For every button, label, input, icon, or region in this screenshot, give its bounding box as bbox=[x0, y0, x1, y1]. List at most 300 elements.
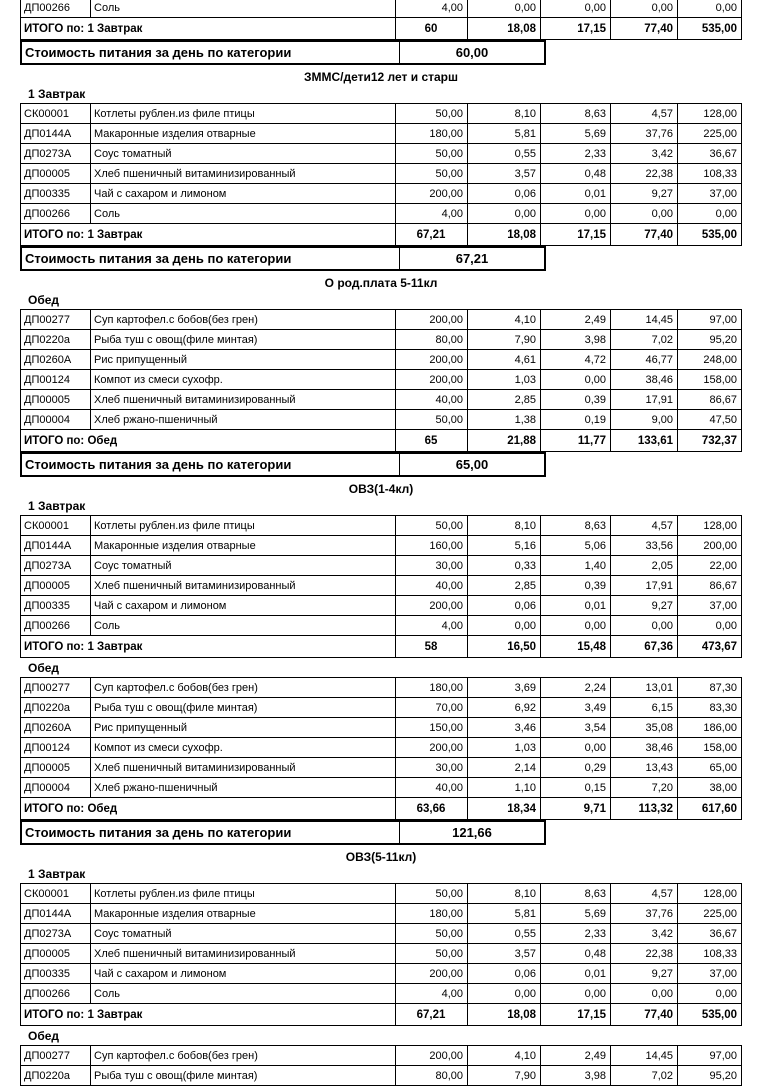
item-protein-cell: 5,16 bbox=[468, 536, 541, 556]
total-item-fat-cell: 17,15 bbox=[541, 1004, 611, 1026]
item-protein-cell: 0,33 bbox=[468, 556, 541, 576]
item-name-cell: Соус томатный bbox=[91, 556, 396, 576]
meal-header: Обед bbox=[28, 293, 60, 307]
item-qty-cell: 180,00 bbox=[396, 678, 468, 698]
item-protein-cell: 0,06 bbox=[468, 596, 541, 616]
item-name-cell: Хлеб пшеничный витаминизированный bbox=[91, 390, 396, 410]
total-item-kcal-cell: 535,00 bbox=[678, 18, 742, 40]
item-fat-cell: 0,01 bbox=[541, 596, 611, 616]
items-table bbox=[20, 309, 742, 452]
total-row bbox=[21, 636, 742, 658]
total-item-kcal-cell: 535,00 bbox=[678, 1004, 742, 1026]
item-qty-cell: 50,00 bbox=[396, 884, 468, 904]
item-name-cell: Хлеб пшеничный витаминизированный bbox=[91, 576, 396, 596]
item-carbs-cell: 7,02 bbox=[611, 330, 678, 350]
item-name-cell: Рыба туш с овощ(филе минтая) bbox=[91, 1066, 396, 1086]
item-name-cell: Котлеты рублен.из филе птицы bbox=[91, 884, 396, 904]
item-fat-cell: 0,15 bbox=[541, 778, 611, 798]
item-kcal-cell: 36,67 bbox=[678, 924, 742, 944]
total-label-cell: ИТОГО по: 1 Завтрак bbox=[21, 18, 396, 40]
total-qty-cell: 67,21 bbox=[396, 1004, 468, 1026]
item-protein-cell: 3,57 bbox=[468, 944, 541, 964]
item-row bbox=[21, 884, 742, 904]
item-fat-cell: 0,29 bbox=[541, 758, 611, 778]
item-qty-cell: 80,00 bbox=[396, 1066, 468, 1086]
item-row bbox=[21, 390, 742, 410]
item-carbs-cell: 3,42 bbox=[611, 924, 678, 944]
item-kcal-cell: 86,67 bbox=[678, 576, 742, 596]
item-name-cell: Суп картофел.с бобов(без грен) bbox=[91, 1046, 396, 1066]
total-item-protein-cell: 18,08 bbox=[468, 224, 541, 246]
item-qty-cell: 200,00 bbox=[396, 964, 468, 984]
item-row bbox=[21, 310, 742, 330]
item-fat-cell: 0,39 bbox=[541, 576, 611, 596]
item-code-cell: ДП00277 bbox=[21, 1046, 91, 1066]
item-qty-cell: 40,00 bbox=[396, 390, 468, 410]
total-item-kcal-cell: 535,00 bbox=[678, 224, 742, 246]
item-qty-cell: 200,00 bbox=[396, 738, 468, 758]
item-qty-cell: 80,00 bbox=[396, 330, 468, 350]
items-table bbox=[20, 677, 742, 820]
items-table bbox=[20, 0, 742, 40]
total-item-fat-cell: 17,15 bbox=[541, 224, 611, 246]
item-row bbox=[21, 576, 742, 596]
item-qty-cell: 4,00 bbox=[396, 0, 468, 18]
item-name-cell: Соус томатный bbox=[91, 924, 396, 944]
item-qty-cell: 50,00 bbox=[396, 410, 468, 430]
item-qty-cell: 40,00 bbox=[396, 576, 468, 596]
item-carbs-cell: 7,20 bbox=[611, 778, 678, 798]
item-qty-cell: 50,00 bbox=[396, 104, 468, 124]
item-kcal-cell: 108,33 bbox=[678, 944, 742, 964]
item-row bbox=[21, 0, 742, 18]
item-name-cell: Рыба туш с овощ(филе минтая) bbox=[91, 698, 396, 718]
item-protein-cell: 1,38 bbox=[468, 410, 541, 430]
category-header: О род.плата 5-11кл bbox=[324, 276, 438, 290]
item-code-cell: ДП00266 bbox=[21, 204, 91, 224]
total-row bbox=[21, 18, 742, 40]
item-row bbox=[21, 144, 742, 164]
item-kcal-cell: 83,30 bbox=[678, 698, 742, 718]
meal-cost-report bbox=[20, 0, 742, 1086]
item-code-cell: ДП00266 bbox=[21, 984, 91, 1004]
item-qty-cell: 4,00 bbox=[396, 204, 468, 224]
item-kcal-cell: 0,00 bbox=[678, 616, 742, 636]
item-name-cell: Суп картофел.с бобов(без грен) bbox=[91, 678, 396, 698]
item-qty-cell: 4,00 bbox=[396, 984, 468, 1004]
item-kcal-cell: 37,00 bbox=[678, 184, 742, 204]
item-fat-cell: 0,01 bbox=[541, 964, 611, 984]
item-name-cell: Хлеб пшеничный витаминизированный bbox=[91, 758, 396, 778]
item-row bbox=[21, 164, 742, 184]
item-row bbox=[21, 924, 742, 944]
item-row bbox=[21, 204, 742, 224]
item-name-cell: Соль bbox=[91, 616, 396, 636]
item-code-cell: ДП00005 bbox=[21, 576, 91, 596]
item-name-cell: Макаронные изделия отварные bbox=[91, 904, 396, 924]
item-kcal-cell: 37,00 bbox=[678, 596, 742, 616]
item-row bbox=[21, 536, 742, 556]
item-carbs-cell: 38,46 bbox=[611, 738, 678, 758]
item-kcal-cell: 128,00 bbox=[678, 516, 742, 536]
item-fat-cell: 0,00 bbox=[541, 616, 611, 636]
item-code-cell: ДП00005 bbox=[21, 944, 91, 964]
total-item-carbs-cell: 77,40 bbox=[611, 18, 678, 40]
item-name-cell: Чай с сахаром и лимоном bbox=[91, 184, 396, 204]
item-code-cell: ДП0260А bbox=[21, 350, 91, 370]
item-carbs-cell: 13,43 bbox=[611, 758, 678, 778]
item-fat-cell: 5,69 bbox=[541, 124, 611, 144]
item-kcal-cell: 95,20 bbox=[678, 330, 742, 350]
item-protein-cell: 8,10 bbox=[468, 104, 541, 124]
item-qty-cell: 50,00 bbox=[396, 516, 468, 536]
item-kcal-cell: 36,67 bbox=[678, 144, 742, 164]
item-kcal-cell: 128,00 bbox=[678, 884, 742, 904]
item-code-cell: ДП00277 bbox=[21, 678, 91, 698]
total-item-carbs-cell: 113,32 bbox=[611, 798, 678, 820]
item-code-cell: ДП00005 bbox=[21, 164, 91, 184]
item-code-cell: ДП0144А bbox=[21, 904, 91, 924]
item-protein-cell: 7,90 bbox=[468, 1066, 541, 1086]
item-protein-cell: 4,61 bbox=[468, 350, 541, 370]
items-table bbox=[20, 883, 742, 1026]
item-row bbox=[21, 330, 742, 350]
total-label-cell: ИТОГО по: Обед bbox=[21, 798, 396, 820]
item-carbs-cell: 2,05 bbox=[611, 556, 678, 576]
item-row bbox=[21, 516, 742, 536]
total-item-fat-cell: 9,71 bbox=[541, 798, 611, 820]
item-protein-cell: 0,00 bbox=[468, 0, 541, 18]
item-carbs-cell: 6,15 bbox=[611, 698, 678, 718]
day-cost-value: 65,00 bbox=[399, 454, 544, 475]
item-kcal-cell: 65,00 bbox=[678, 758, 742, 778]
item-code-cell: ДП00005 bbox=[21, 758, 91, 778]
item-fat-cell: 0,48 bbox=[541, 944, 611, 964]
item-kcal-cell: 97,00 bbox=[678, 1046, 742, 1066]
item-fat-cell: 2,49 bbox=[541, 1046, 611, 1066]
items-table bbox=[20, 515, 742, 658]
item-row bbox=[21, 738, 742, 758]
item-row bbox=[21, 370, 742, 390]
total-item-carbs-cell: 77,40 bbox=[611, 224, 678, 246]
item-code-cell: СК00001 bbox=[21, 516, 91, 536]
item-kcal-cell: 0,00 bbox=[678, 204, 742, 224]
item-name-cell: Хлеб пшеничный витаминизированный bbox=[91, 944, 396, 964]
item-kcal-cell: 38,00 bbox=[678, 778, 742, 798]
item-fat-cell: 8,63 bbox=[541, 104, 611, 124]
item-kcal-cell: 158,00 bbox=[678, 370, 742, 390]
item-fat-cell: 3,98 bbox=[541, 330, 611, 350]
item-name-cell: Рис припущенный bbox=[91, 350, 396, 370]
meal-header: 1 Завтрак bbox=[28, 87, 86, 101]
item-qty-cell: 200,00 bbox=[396, 310, 468, 330]
item-kcal-cell: 225,00 bbox=[678, 124, 742, 144]
item-name-cell: Хлеб ржано-пшеничный bbox=[91, 778, 396, 798]
item-row bbox=[21, 984, 742, 1004]
item-qty-cell: 200,00 bbox=[396, 596, 468, 616]
item-code-cell: ДП0273А bbox=[21, 924, 91, 944]
item-code-cell: ДП0273А bbox=[21, 144, 91, 164]
item-protein-cell: 0,06 bbox=[468, 184, 541, 204]
item-kcal-cell: 87,30 bbox=[678, 678, 742, 698]
item-code-cell: СК00001 bbox=[21, 884, 91, 904]
item-qty-cell: 30,00 bbox=[396, 758, 468, 778]
item-code-cell: ДП00004 bbox=[21, 778, 91, 798]
item-name-cell: Соль bbox=[91, 984, 396, 1004]
item-carbs-cell: 22,38 bbox=[611, 944, 678, 964]
item-qty-cell: 4,00 bbox=[396, 616, 468, 636]
item-qty-cell: 30,00 bbox=[396, 556, 468, 576]
total-item-protein-cell: 16,50 bbox=[468, 636, 541, 658]
item-kcal-cell: 158,00 bbox=[678, 738, 742, 758]
item-row bbox=[21, 944, 742, 964]
item-qty-cell: 200,00 bbox=[396, 370, 468, 390]
day-cost-label: Стоимость питания за день по категории bbox=[25, 825, 292, 840]
total-item-protein-cell: 18,08 bbox=[468, 18, 541, 40]
item-row bbox=[21, 596, 742, 616]
item-row bbox=[21, 184, 742, 204]
item-name-cell: Суп картофел.с бобов(без грен) bbox=[91, 310, 396, 330]
item-carbs-cell: 4,57 bbox=[611, 884, 678, 904]
total-item-fat-cell: 17,15 bbox=[541, 18, 611, 40]
item-protein-cell: 6,92 bbox=[468, 698, 541, 718]
item-row bbox=[21, 778, 742, 798]
item-code-cell: ДП00335 bbox=[21, 964, 91, 984]
item-carbs-cell: 9,00 bbox=[611, 410, 678, 430]
item-code-cell: ДП0260А bbox=[21, 718, 91, 738]
item-code-cell: ДП00124 bbox=[21, 370, 91, 390]
item-row bbox=[21, 556, 742, 576]
item-name-cell: Хлеб ржано-пшеничный bbox=[91, 410, 396, 430]
item-code-cell: ДП0273А bbox=[21, 556, 91, 576]
item-code-cell: ДП0144А bbox=[21, 124, 91, 144]
item-name-cell: Соль bbox=[91, 204, 396, 224]
item-kcal-cell: 86,67 bbox=[678, 390, 742, 410]
total-item-protein-cell: 21,88 bbox=[468, 430, 541, 452]
item-name-cell: Компот из смеси сухофр. bbox=[91, 738, 396, 758]
item-fat-cell: 2,33 bbox=[541, 924, 611, 944]
item-kcal-cell: 225,00 bbox=[678, 904, 742, 924]
item-protein-cell: 8,10 bbox=[468, 516, 541, 536]
item-code-cell: ДП00005 bbox=[21, 390, 91, 410]
total-row bbox=[21, 430, 742, 452]
item-name-cell: Чай с сахаром и лимоном bbox=[91, 596, 396, 616]
item-protein-cell: 0,06 bbox=[468, 964, 541, 984]
item-code-cell: ДП00266 bbox=[21, 616, 91, 636]
item-qty-cell: 50,00 bbox=[396, 144, 468, 164]
item-fat-cell: 8,63 bbox=[541, 884, 611, 904]
item-code-cell: ДП00004 bbox=[21, 410, 91, 430]
day-cost-label: Стоимость питания за день по категории bbox=[25, 251, 292, 266]
total-qty-cell: 63,66 bbox=[396, 798, 468, 820]
total-label-cell: ИТОГО по: 1 Завтрак bbox=[21, 636, 396, 658]
meal-header: 1 Завтрак bbox=[28, 499, 86, 513]
total-item-carbs-cell: 67,36 bbox=[611, 636, 678, 658]
item-row bbox=[21, 616, 742, 636]
day-cost-label: Стоимость питания за день по категории bbox=[25, 457, 292, 472]
item-protein-cell: 0,00 bbox=[468, 204, 541, 224]
category-header: ЗММС/дети12 лет и старш bbox=[303, 70, 459, 84]
day-cost-value: 67,21 bbox=[399, 248, 544, 269]
item-qty-cell: 150,00 bbox=[396, 718, 468, 738]
item-carbs-cell: 0,00 bbox=[611, 204, 678, 224]
item-row bbox=[21, 104, 742, 124]
item-carbs-cell: 9,27 bbox=[611, 596, 678, 616]
item-name-cell: Соус томатный bbox=[91, 144, 396, 164]
item-kcal-cell: 128,00 bbox=[678, 104, 742, 124]
item-protein-cell: 7,90 bbox=[468, 330, 541, 350]
item-protein-cell: 2,85 bbox=[468, 576, 541, 596]
total-item-fat-cell: 15,48 bbox=[541, 636, 611, 658]
item-row bbox=[21, 904, 742, 924]
total-row bbox=[21, 798, 742, 820]
item-protein-cell: 5,81 bbox=[468, 124, 541, 144]
item-protein-cell: 0,00 bbox=[468, 984, 541, 1004]
item-fat-cell: 2,49 bbox=[541, 310, 611, 330]
item-kcal-cell: 47,50 bbox=[678, 410, 742, 430]
item-row bbox=[21, 698, 742, 718]
item-qty-cell: 180,00 bbox=[396, 124, 468, 144]
item-row bbox=[21, 718, 742, 738]
item-code-cell: ДП00266 bbox=[21, 0, 91, 18]
item-qty-cell: 180,00 bbox=[396, 904, 468, 924]
total-label-cell: ИТОГО по: Обед bbox=[21, 430, 396, 452]
item-code-cell: ДП0220а bbox=[21, 1066, 91, 1086]
item-protein-cell: 8,10 bbox=[468, 884, 541, 904]
total-item-carbs-cell: 133,61 bbox=[611, 430, 678, 452]
item-fat-cell: 5,69 bbox=[541, 904, 611, 924]
item-fat-cell: 5,06 bbox=[541, 536, 611, 556]
item-carbs-cell: 0,00 bbox=[611, 616, 678, 636]
item-row bbox=[21, 964, 742, 984]
item-protein-cell: 3,69 bbox=[468, 678, 541, 698]
item-fat-cell: 2,24 bbox=[541, 678, 611, 698]
total-item-fat-cell: 11,77 bbox=[541, 430, 611, 452]
item-name-cell: Макаронные изделия отварные bbox=[91, 124, 396, 144]
item-code-cell: ДП0220а bbox=[21, 330, 91, 350]
item-kcal-cell: 248,00 bbox=[678, 350, 742, 370]
item-kcal-cell: 22,00 bbox=[678, 556, 742, 576]
day-cost-row bbox=[20, 246, 546, 271]
item-row bbox=[21, 124, 742, 144]
item-protein-cell: 2,14 bbox=[468, 758, 541, 778]
item-fat-cell: 0,39 bbox=[541, 390, 611, 410]
item-carbs-cell: 46,77 bbox=[611, 350, 678, 370]
total-qty-cell: 58 bbox=[396, 636, 468, 658]
item-code-cell: ДП0220а bbox=[21, 698, 91, 718]
total-row bbox=[21, 224, 742, 246]
item-qty-cell: 200,00 bbox=[396, 1046, 468, 1066]
item-protein-cell: 3,46 bbox=[468, 718, 541, 738]
item-kcal-cell: 186,00 bbox=[678, 718, 742, 738]
day-cost-value: 60,00 bbox=[399, 42, 544, 63]
item-carbs-cell: 37,76 bbox=[611, 904, 678, 924]
item-kcal-cell: 108,33 bbox=[678, 164, 742, 184]
item-row bbox=[21, 758, 742, 778]
item-code-cell: ДП00335 bbox=[21, 596, 91, 616]
item-code-cell: ДП00124 bbox=[21, 738, 91, 758]
item-name-cell: Компот из смеси сухофр. bbox=[91, 370, 396, 390]
meal-header: 1 Завтрак bbox=[28, 867, 86, 881]
item-carbs-cell: 0,00 bbox=[611, 0, 678, 18]
total-label-cell: ИТОГО по: 1 Завтрак bbox=[21, 1004, 396, 1026]
item-carbs-cell: 38,46 bbox=[611, 370, 678, 390]
total-item-kcal-cell: 473,67 bbox=[678, 636, 742, 658]
item-fat-cell: 0,00 bbox=[541, 0, 611, 18]
category-header: ОВЗ(1-4кл) bbox=[348, 482, 414, 496]
item-carbs-cell: 4,57 bbox=[611, 516, 678, 536]
item-carbs-cell: 35,08 bbox=[611, 718, 678, 738]
item-kcal-cell: 0,00 bbox=[678, 0, 742, 18]
item-carbs-cell: 17,91 bbox=[611, 390, 678, 410]
item-fat-cell: 0,48 bbox=[541, 164, 611, 184]
item-kcal-cell: 37,00 bbox=[678, 964, 742, 984]
item-code-cell: ДП00277 bbox=[21, 310, 91, 330]
item-kcal-cell: 0,00 bbox=[678, 984, 742, 1004]
item-protein-cell: 0,55 bbox=[468, 924, 541, 944]
day-cost-label: Стоимость питания за день по категории bbox=[25, 45, 292, 60]
total-qty-cell: 65 bbox=[396, 430, 468, 452]
item-carbs-cell: 4,57 bbox=[611, 104, 678, 124]
item-kcal-cell: 200,00 bbox=[678, 536, 742, 556]
item-fat-cell: 2,33 bbox=[541, 144, 611, 164]
item-fat-cell: 0,01 bbox=[541, 184, 611, 204]
item-fat-cell: 3,98 bbox=[541, 1066, 611, 1086]
item-fat-cell: 0,00 bbox=[541, 984, 611, 1004]
day-cost-value: 121,66 bbox=[399, 822, 544, 843]
item-protein-cell: 0,00 bbox=[468, 616, 541, 636]
item-name-cell: Хлеб пшеничный витаминизированный bbox=[91, 164, 396, 184]
item-row bbox=[21, 1066, 742, 1086]
item-qty-cell: 50,00 bbox=[396, 164, 468, 184]
item-fat-cell: 8,63 bbox=[541, 516, 611, 536]
item-row bbox=[21, 678, 742, 698]
item-carbs-cell: 9,27 bbox=[611, 964, 678, 984]
item-row bbox=[21, 410, 742, 430]
item-fat-cell: 0,19 bbox=[541, 410, 611, 430]
day-cost-row bbox=[20, 820, 546, 845]
item-code-cell: ДП0144А bbox=[21, 536, 91, 556]
item-protein-cell: 1,03 bbox=[468, 738, 541, 758]
item-carbs-cell: 17,91 bbox=[611, 576, 678, 596]
item-fat-cell: 0,00 bbox=[541, 738, 611, 758]
item-name-cell: Соль bbox=[91, 0, 396, 18]
item-fat-cell: 1,40 bbox=[541, 556, 611, 576]
item-protein-cell: 3,57 bbox=[468, 164, 541, 184]
item-protein-cell: 5,81 bbox=[468, 904, 541, 924]
item-name-cell: Макаронные изделия отварные bbox=[91, 536, 396, 556]
item-fat-cell: 3,49 bbox=[541, 698, 611, 718]
item-qty-cell: 50,00 bbox=[396, 944, 468, 964]
total-row bbox=[21, 1004, 742, 1026]
total-item-kcal-cell: 732,37 bbox=[678, 430, 742, 452]
item-protein-cell: 2,85 bbox=[468, 390, 541, 410]
item-name-cell: Рис припущенный bbox=[91, 718, 396, 738]
item-fat-cell: 3,54 bbox=[541, 718, 611, 738]
day-cost-row bbox=[20, 452, 546, 477]
meal-header: Обед bbox=[28, 1029, 60, 1043]
item-row bbox=[21, 350, 742, 370]
item-kcal-cell: 95,20 bbox=[678, 1066, 742, 1086]
item-name-cell: Рыба туш с овощ(филе минтая) bbox=[91, 330, 396, 350]
total-qty-cell: 67,21 bbox=[396, 224, 468, 246]
item-code-cell: СК00001 bbox=[21, 104, 91, 124]
item-qty-cell: 40,00 bbox=[396, 778, 468, 798]
item-fat-cell: 0,00 bbox=[541, 370, 611, 390]
category-header: ОВЗ(5-11кл) bbox=[345, 850, 417, 864]
total-item-protein-cell: 18,34 bbox=[468, 798, 541, 820]
items-table bbox=[20, 1045, 742, 1086]
